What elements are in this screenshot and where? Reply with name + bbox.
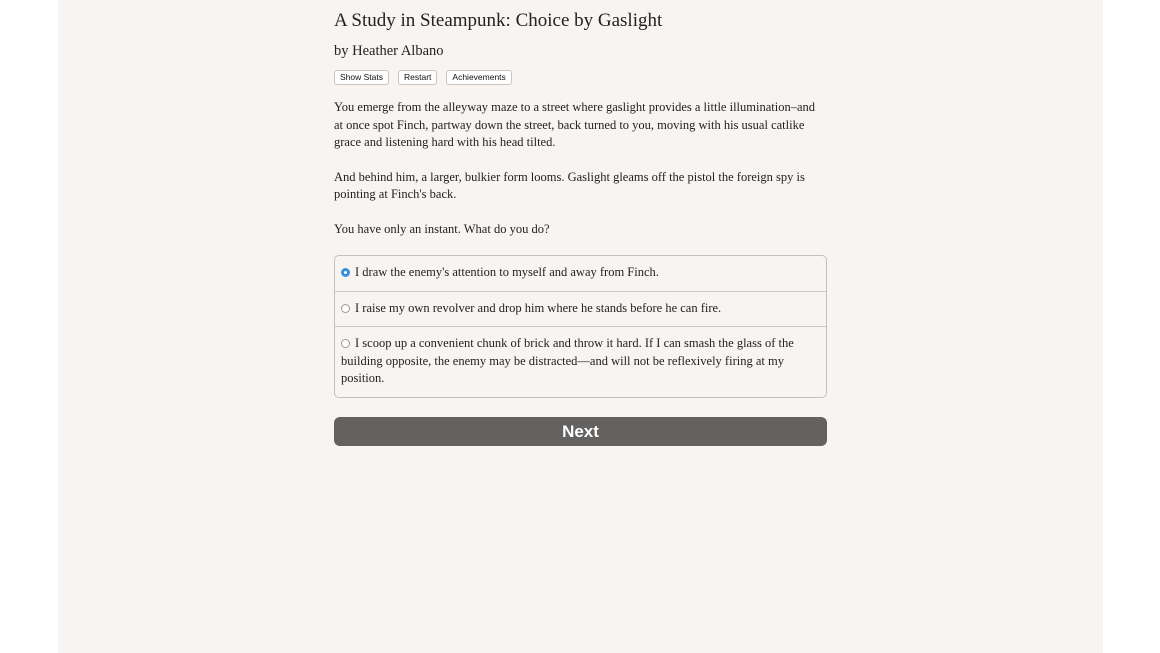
achievements-button[interactable]: Achievements <box>446 70 511 85</box>
story-paragraph: You have only an instant. What do you do? <box>334 221 550 236</box>
choice-label: I scoop up a convenient chunk of brick and throw it hard. If I can smash the glass of the building opposite, the enemy may be distracted—and will not be reflexively firing at my position. <box>341 336 794 385</box>
page-background <box>58 0 1103 653</box>
story-text <box>334 99 827 238</box>
show-stats-button[interactable]: Show Stats <box>334 70 389 85</box>
radio-button[interactable] <box>341 339 350 348</box>
game-author: by Heather Albano <box>334 43 444 59</box>
restart-button[interactable]: Restart <box>398 70 437 85</box>
choice-option-2[interactable] <box>335 291 826 327</box>
choice-label: I raise my own revolver and drop him where he stands before he can fire. <box>355 300 722 315</box>
game-title: A Study in Steampunk: Choice by Gaslight <box>334 10 663 31</box>
game-content <box>334 8 827 446</box>
choice-option-3[interactable] <box>335 326 826 397</box>
story-paragraph: And behind him, a larger, bulkier form looms. Gaslight gleams off the pistol the foreign spy is pointing at Finch's back. <box>334 169 805 201</box>
radio-button[interactable] <box>341 304 350 313</box>
story-paragraph: You emerge from the alleyway maze to a street where gaslight provides a little illumination–and at once spot Finch, partway down the street, back turned to you, moving with his usual catlike grace and listening hard with his head tilted. <box>334 100 816 149</box>
choice-label: I draw the enemy's attention to myself and away from Finch. <box>355 265 659 279</box>
choice-list <box>334 255 827 398</box>
next-button[interactable]: Next <box>334 417 827 446</box>
radio-button-selected[interactable] <box>341 268 350 277</box>
toolbar <box>334 70 827 85</box>
choice-option-1[interactable] <box>335 256 826 291</box>
